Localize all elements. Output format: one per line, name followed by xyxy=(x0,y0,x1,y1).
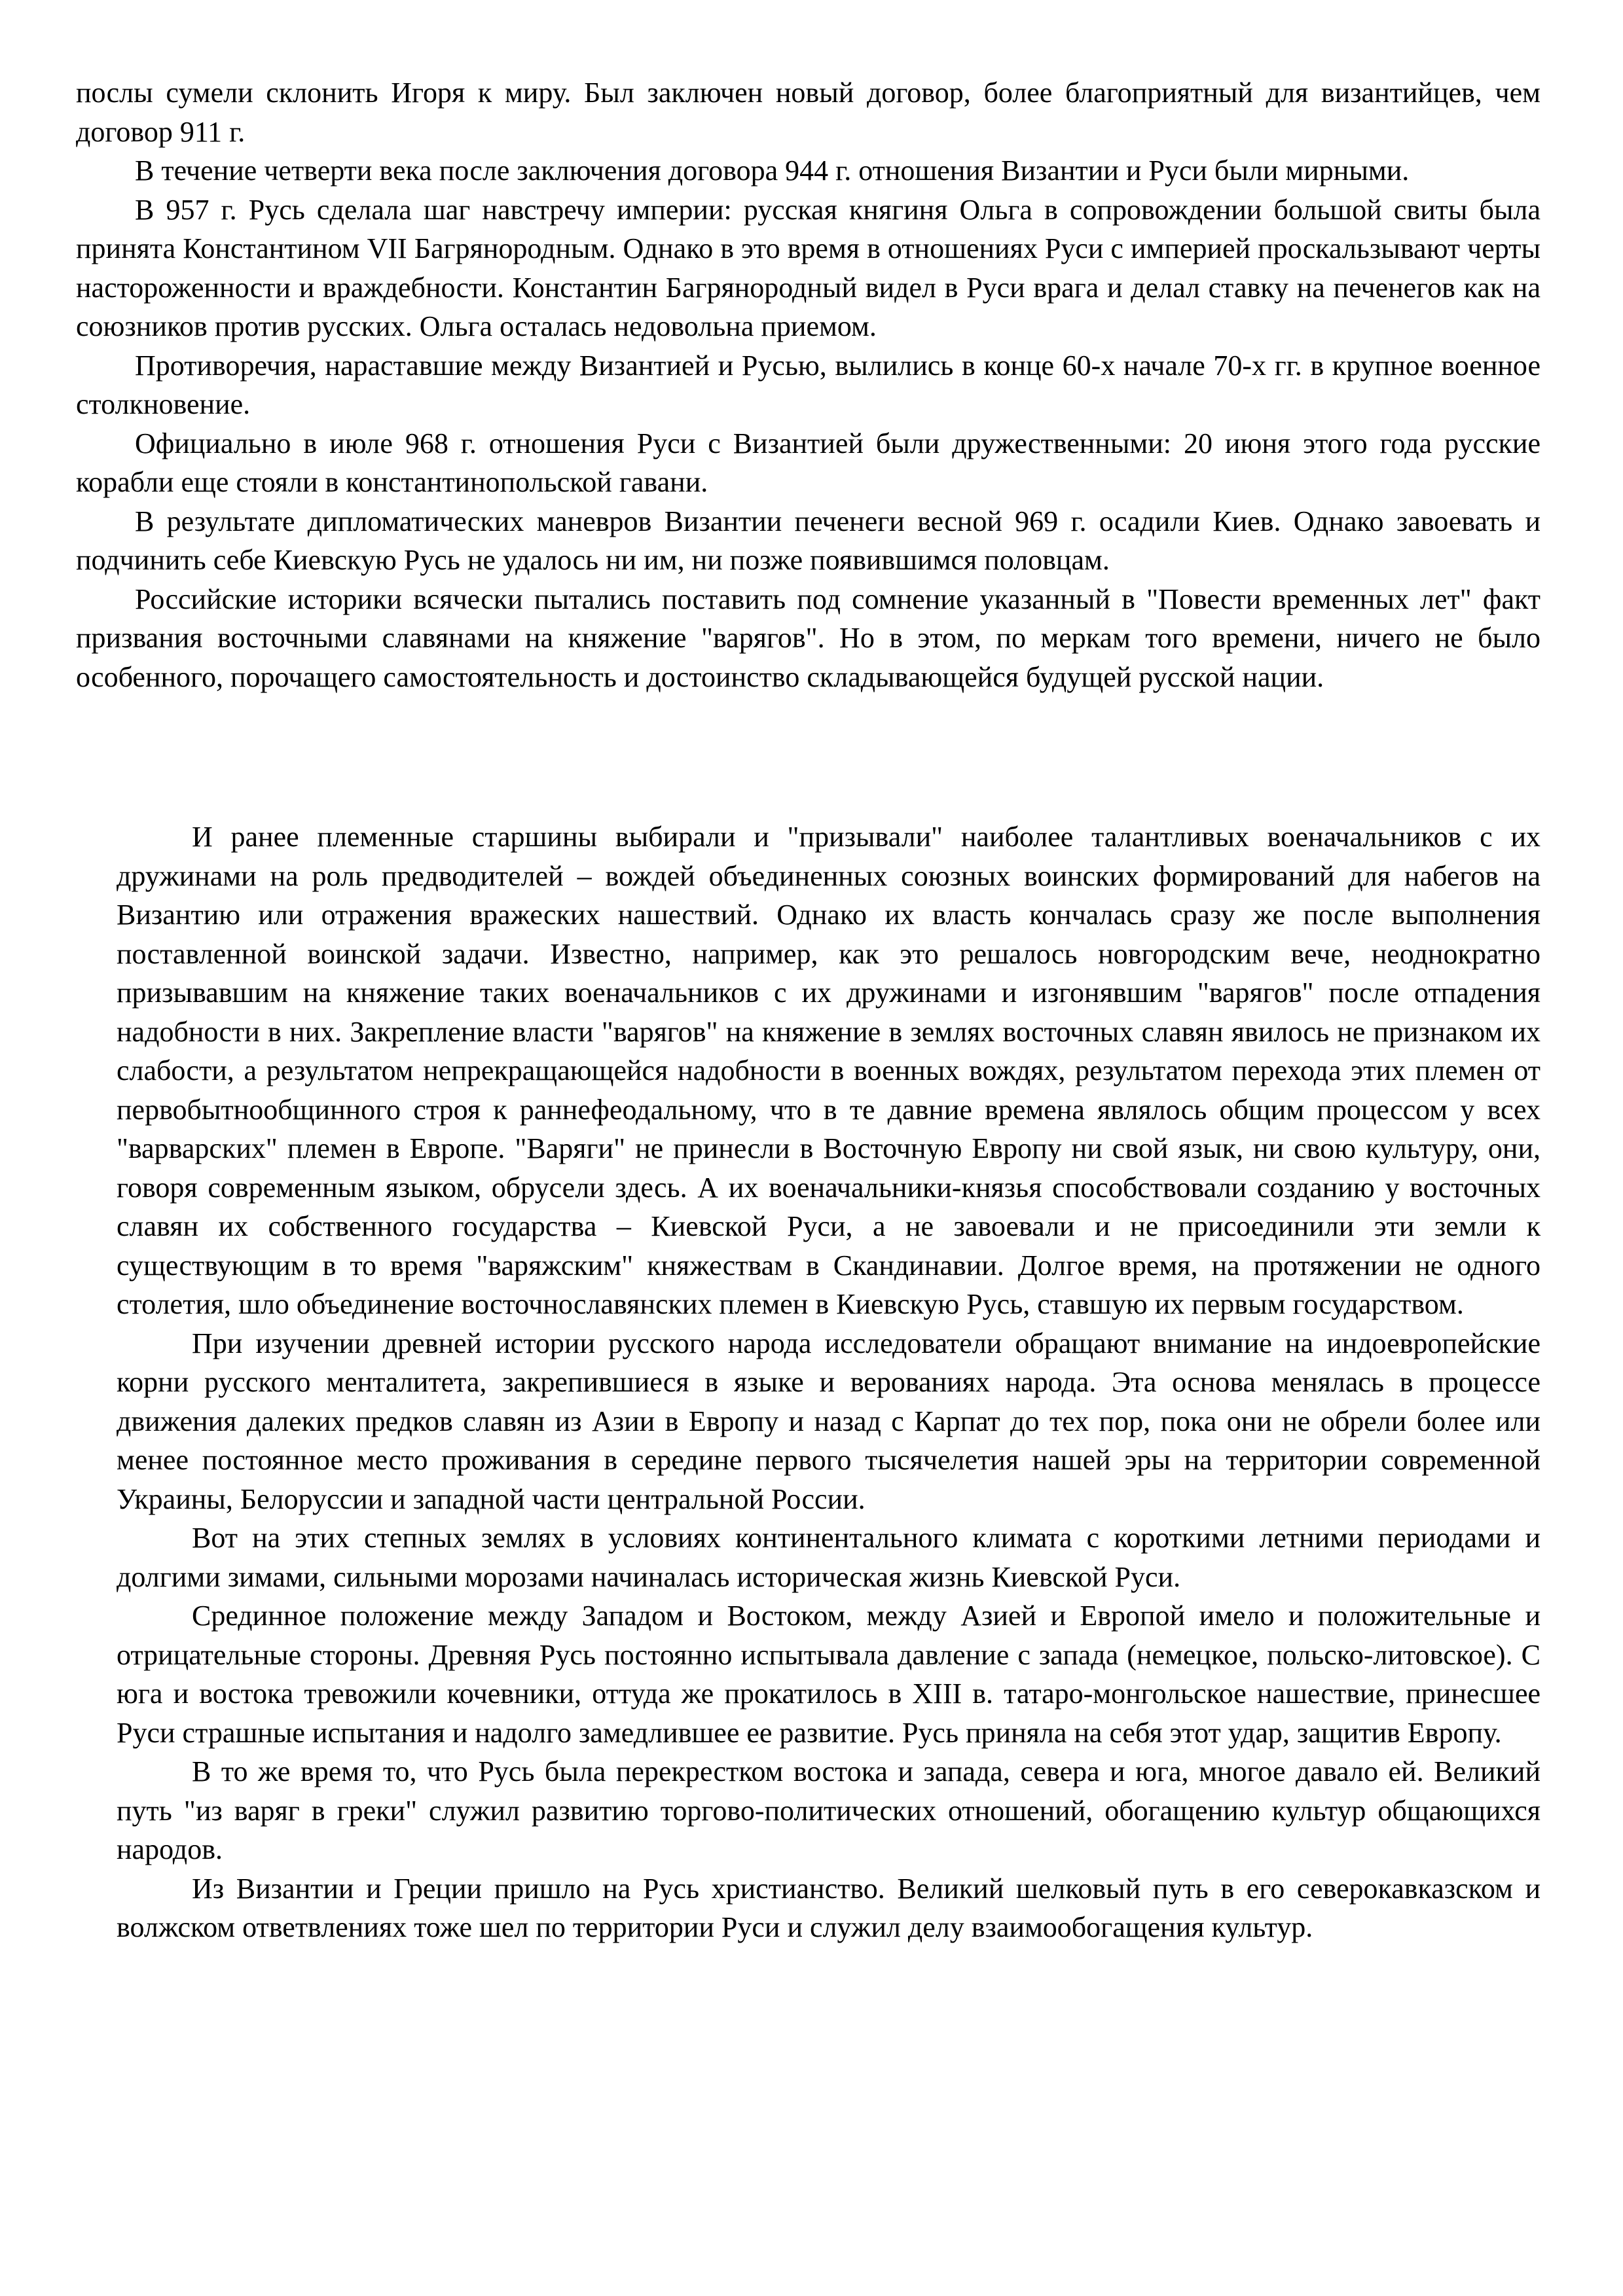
paragraph-varangians-calling: Российские историки всячески пытались поставить под сомнение указанный в "Повести временных лет" факт призвания восточными славянами на княжение "варягов". Но в этом, по меркам того времени, ничего не было особенного, порочащего самостоятельность и достоинство складывающейся будущей русской нации. xyxy=(76,583,1541,693)
paragraph-indo-european-roots: При изучении древней истории русского народа исследователи обращают внимание на индоевропейские корни русского менталитета, закрепившиеся в языке и верованиях народа. Эта основа менялась в процессе движения далеких предков славян из Азии в Европу и назад с Карпат до тех пор, пока они не обрели более или менее постоянное место проживания в середине первого тысячелетия нашей эры на территории современной Украины, Белоруссии и западной части центральной России. xyxy=(117,1327,1541,1515)
paragraph-christianity: Из Византии и Греции пришло на Русь христианство. Великий шелковый путь в его северокавказском и волжском ответвлениях тоже шел по территории Руси и служил делу взаимообогащения культур. xyxy=(117,1872,1541,1943)
paragraph-treaty-944: В течение четверти века после заключения договора 944 г. отношения Византии и Руси были мирными. xyxy=(135,154,1410,187)
paragraph-crossroads: В то же время то, что Русь была перекрестком востока и запада, севера и юга, многое давало ей. Великий путь "из варяг в греки" служил развитию торгово-политических отношений, обогащению культур общающихся народов. xyxy=(117,1755,1541,1865)
paragraph-olga-visit: В 957 г. Русь сделала шаг навстречу империи: русская княгиня Ольга в сопровождении большой свиты была принята Константином VII Багрянородным. Однако в это время в отношениях Руси с империей проскальзывают черты настороженности и враждебности. Константин Багрянородный видел в Руси врага и делал ставку на печенегов как на союзников против русских. Ольга осталась недовольна приемом. xyxy=(76,193,1541,342)
paragraph-steppe-lands: Вот на этих степных землях в условиях континентального климата с короткими летними периодами и долгими зимами, сильными морозами начиналась историческая жизнь Киевской Руси. xyxy=(117,1522,1541,1593)
paragraph-contradictions: Противоречия, нараставшие между Византией и Русью, вылились в конце 60-х начале 70-х гг. в крупное военное столкновение. xyxy=(76,349,1541,420)
paragraph-continuation: послы сумели склонить Игоря к миру. Был заключен новый договор, более благоприятный для византийцев, чем договор 911 г. xyxy=(76,77,1541,148)
paragraph-july-968: Официально в июле 968 г. отношения Руси с Византией были дружественными: 20 июня этого года русские корабли еще стояли в константинопольской гавани. xyxy=(76,427,1541,498)
paragraph-middle-position: Срединное положение между Западом и Востоком, между Азией и Европой имело и положительные и отрицательные стороны. Древняя Русь постоянно испытывала давление с запада (немецкое, польско-литовское). С юга и востока тревожили кочевники, оттуда же прокатилось в XIII в. татаро-монгольское нашествие, принесшее Руси страшные испытания и надолго замедлившее ее развитие. Русь приняла на себя этот удар, защитив Европу. xyxy=(117,1600,1541,1749)
paragraph-tribal-elders: И ранее племенные старшины выбирали и "призывали" наиболее талантливых военачальников с их дружинами на роль предводителей – вождей объединенных союзных воинских формирований для набегов на Византию или отражения вражеских нашествий. Однако их власть кончалась сразу же после выполнения поставленной воинской задачи. Известно, например, как это решалось новгородским вече, неоднократно призывавшим на княжение таких военачальников с их дружинами и изгонявшим "варягов" после отпадения надобности в них. Закрепление власти "варягов" на княжение в землях восточных славян явилось не признаком их слабости, а результатом непрекращающейся надобности в военных вождях, результатом перехода этих племен от первобытнообщинного строя к раннефеодальному, что в те давние времена являлось общим процессом у всех "варварских" племен в Европе. "Варяги" не принесли в Восточную Европу ни свой язык, ни свою культуру, они, говоря современным языком, обрусели здесь. А их военачальники-князья способствовали созданию у восточных славян их собственного государства – Киевской Руси, а не завоевали и не присоединили эти земли к существующим в то время "варяжским" княжествам в Скандинавии. Долгое время, на протяжении не одного столетия, шло объединение восточнославянских племен в Киевскую Русь, ставшую их первым государством. xyxy=(117,821,1541,1320)
main-section xyxy=(117,817,1541,1947)
paragraph-pechenegs-969: В результате дипломатических маневров Византии печенеги весной 969 г. осадили Киев. Однако завоевать и подчинить себе Киевскую Русь не удалось ни им, ни позже появившимся половцам. xyxy=(76,505,1541,576)
intro-section xyxy=(76,73,1541,696)
